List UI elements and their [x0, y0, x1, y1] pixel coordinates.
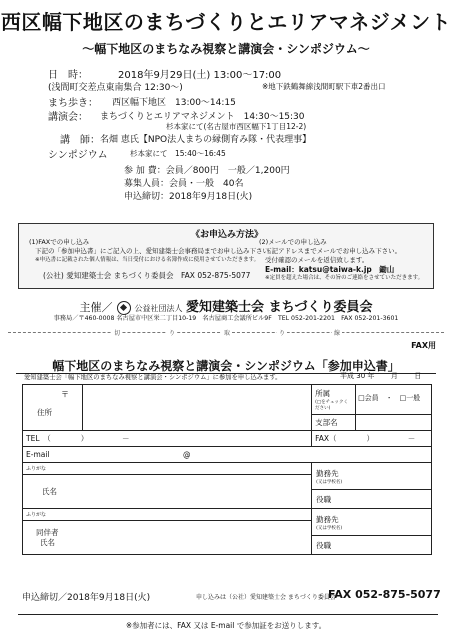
- footer-deadline: 申込締切／2018年9月18日(火): [22, 593, 151, 603]
- companion-workplace-label: 勤務先: [316, 514, 339, 524]
- application-box: [18, 223, 434, 289]
- mail-method-line: 受付確認のメールを返信致します。: [265, 256, 369, 264]
- furigana-field[interactable]: [23, 463, 312, 475]
- cut-label: り: [169, 330, 176, 337]
- form-date-year: 30: [356, 372, 366, 380]
- affiliation-note: (□をチェックください): [315, 400, 348, 411]
- address-label-cell: [23, 385, 83, 431]
- workplace-cell: [312, 463, 432, 509]
- fax-label: FAX（ ） －: [315, 434, 416, 443]
- form-date: [340, 371, 421, 381]
- affiliation-label-cell: [312, 385, 356, 431]
- date-access: ※地下鉄鶴舞線浅間町駅下車2番出口: [262, 82, 386, 91]
- cut-label: 切: [114, 330, 121, 337]
- name-field[interactable]: [23, 475, 312, 509]
- mail-method-line: 下記アドレスまでメールでお申し込み下さい。: [265, 247, 402, 255]
- form-title: 幅下地区のまちなみ視察と講演会・シンポジウム「参加申込書」: [52, 359, 400, 373]
- fax-field[interactable]: [312, 431, 432, 447]
- walk-label: まち歩き：: [48, 98, 98, 109]
- address-label: 住所: [37, 408, 52, 417]
- companion-furigana-label: ふりがな: [26, 512, 47, 518]
- branch-field[interactable]: [356, 415, 431, 430]
- form-date-day-unit: 日: [414, 372, 422, 380]
- footer-contact: 申し込みは（公社）愛知建築士会 まちづくり委員会: [196, 594, 336, 601]
- furigana-label: ふりがな: [26, 466, 47, 472]
- fee-line: 参 加 費：会員／800円 一般／1,200円: [124, 166, 290, 176]
- fax-method-contact: (公社) 愛知建築士会 まちづくり委員会 FAX 052-875-5077: [43, 271, 251, 280]
- companion-position-field[interactable]: [312, 536, 431, 554]
- companion-name-field[interactable]: [23, 521, 312, 555]
- page-subtitle: 〜幅下地区のまちなみ視察と講演会・シンポジウム〜: [82, 42, 370, 56]
- workplace-label: 勤務先: [316, 468, 339, 478]
- mail-address[interactable]: E-mail：katsu@taiwa-k.jp 鋤山: [265, 265, 395, 274]
- form-date-month-unit: 月: [390, 372, 398, 380]
- affiliation-label: 所属: [315, 389, 331, 398]
- speaker-value: 名畑 恵氏【NPO法人まちの縁側育み隊・代表理事】: [100, 135, 312, 145]
- address-field[interactable]: [82, 385, 311, 431]
- fax-method-line: 下記の「参加申込書」にご記入の上、愛知建築士会事務局までお申し込み下さい。: [35, 247, 276, 255]
- application-form: [22, 384, 432, 555]
- page-title: 西区幅下地区のまちづくりとエリアマネジメント: [0, 10, 452, 34]
- footer-rule: [18, 614, 438, 615]
- cut-label: り: [279, 330, 286, 337]
- workplace-note: (又は学校名): [316, 479, 343, 485]
- position-label: 役職: [316, 494, 332, 504]
- workplace-field[interactable]: [312, 464, 431, 490]
- host-org-name: 愛知建築士会 まちづくり委員会: [186, 300, 373, 315]
- speaker-label: 講 師：: [60, 135, 100, 146]
- symposium-value: 杉本家にて 15:40〜16:45: [130, 149, 226, 158]
- fax-method-head: (1)FAXでの申し込み: [29, 238, 90, 246]
- companion-workplace-cell: [312, 509, 432, 555]
- mail-method: [259, 238, 423, 283]
- footer-note: ※参加者には、FAX 又は E-mail で参加証をお送りします。: [125, 621, 327, 630]
- cut-label: 取: [224, 330, 231, 337]
- membership-cell: [356, 385, 432, 431]
- lecture-label: 講演会：: [48, 112, 88, 123]
- companion-furigana-field[interactable]: [23, 509, 312, 521]
- host-org-type: 公益社団法人: [134, 304, 183, 313]
- email-field[interactable]: [23, 447, 432, 463]
- branch-label: 支部名: [315, 418, 338, 427]
- companion-name-label: 氏名: [40, 537, 55, 547]
- postal-mark: 〒: [61, 390, 69, 399]
- lecture-value: まちづくりとエリアマネジメント 14:30〜15:30: [100, 112, 305, 122]
- capacity-line: 募集人員：会員・一般 40名: [124, 179, 244, 189]
- email-label: E-mail: [26, 450, 50, 459]
- cut-label: 線: [334, 330, 341, 337]
- form-date-era: 平成: [340, 372, 354, 380]
- fax-tag: FAX用: [411, 341, 436, 350]
- companion-label: 同伴者: [36, 527, 59, 537]
- position-field[interactable]: [312, 490, 431, 508]
- office-line: 事務局／〒460-0008 名古屋市中区栄二丁目10-19 名古屋商工会議所ビル9F TEL 052-201-2201 FAX 052-201-3601: [53, 315, 399, 322]
- companion-position-label: 役職: [316, 540, 332, 550]
- form-intro: 愛知建築士会「幅下地区のまちなみ視察と講演会・シンポジウム」に参加を申し込みます。: [24, 374, 282, 381]
- tel-label: TEL （ ） －: [26, 434, 130, 443]
- companion-workplace-field[interactable]: [312, 510, 431, 536]
- name-label: 氏名: [42, 487, 57, 496]
- date-note: (浅間町交差点東南集合 12:30〜): [48, 83, 183, 93]
- mail-method-head: (2)メールでの申し込み: [259, 238, 327, 246]
- companion-workplace-note: (又は学校名): [316, 525, 343, 531]
- fax-method-line: ※申込書に記載された個人情報は、当日受付における名簿作成に使用させていただきます。: [35, 257, 260, 263]
- lecture-venue: 杉本家にて(名古屋市西区幅下1丁目12-2): [166, 122, 307, 131]
- walk-value: 西区幅下地区 13:00〜14:15: [112, 98, 236, 108]
- form-date-year-unit: 年: [367, 372, 375, 380]
- membership-options[interactable]: □会員 ・ □一般: [356, 385, 431, 415]
- mail-method-note: ※定員を超えた場合は、その旨のご連絡をさせていただきます。: [265, 275, 424, 281]
- application-box-title: 《お申込み方法》: [190, 230, 263, 240]
- fax-method: [29, 238, 276, 280]
- host-label: 主催／: [79, 301, 113, 314]
- deadline-line: 申込締切：2018年9月18日(火): [124, 192, 253, 202]
- date-value: 2018年9月29日(土) 13:00〜17:00: [118, 70, 282, 81]
- date-label: 日 時：: [48, 70, 88, 81]
- at-mark: @: [183, 450, 191, 459]
- symposium-label: シンポジウム: [48, 150, 108, 161]
- tel-field[interactable]: [23, 431, 312, 447]
- footer-fax: FAX 052-875-5077: [328, 588, 441, 601]
